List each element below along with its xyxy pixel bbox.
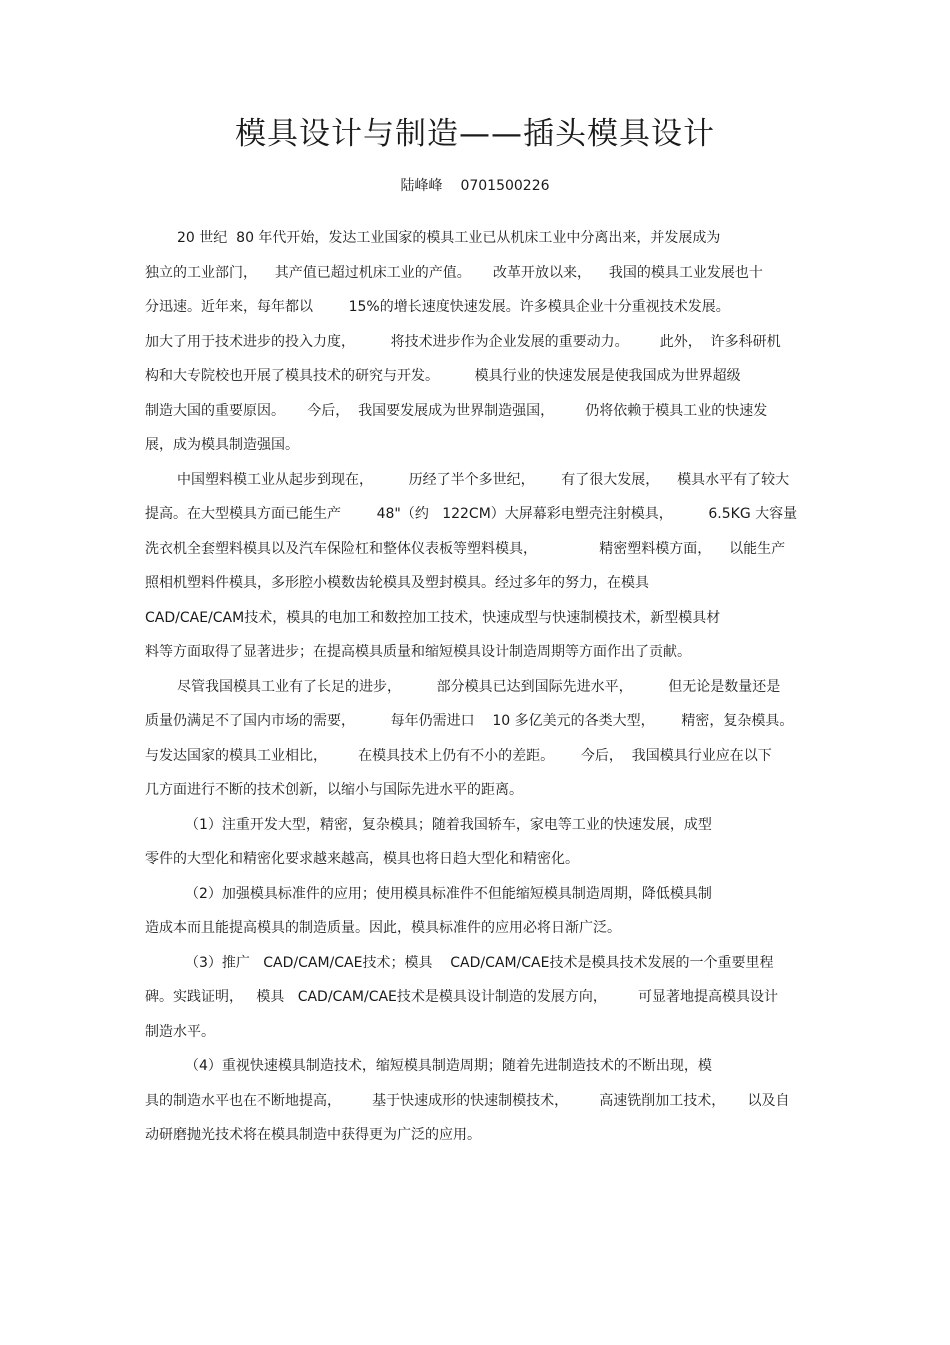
- text-line: 照相机塑料件模具，多形腔小模数齿轮模具及塑封模具。经过多年的努力，在模具: [145, 575, 649, 591]
- text-line: 20 世纪 80 年代开始，发达工业国家的模具工业已从机床工业中分离出来，并发展成为: [177, 230, 721, 246]
- text-line: （4）重视快速模具制造技术，缩短模具制造周期；随着先进制造技术的不断出现，模: [185, 1058, 712, 1074]
- text-line: 提高。在大型模具方面已能生产 48"（约 122CM）大屏幕彩电塑壳注射模具， 6.5KG 大容量: [145, 506, 798, 522]
- text-line: 具的制造水平也在不断地提高， 基于快速成形的快速制模技术， 高速铣削加工技术， 以及自: [145, 1092, 790, 1109]
- text-line: 洗衣机全套塑料模具以及汽车保险杠和整体仪表板等塑料模具， 精密塑料模方面， 以能生产: [145, 540, 786, 557]
- text-line: 碑。实践证明， 模具 CAD/CAM/CAE技术是模具设计制造的发展方向， 可显著地提高模具设计: [145, 989, 779, 1005]
- text-line: （2）加强模具标准件的应用；使用模具标准件不但能缩短模具制造周期，降低模具制: [185, 885, 712, 902]
- text-line: 质量仍满足不了国内市场的需要， 每年仍需进口 10 多亿美元的各类大型， 精密，复杂模具。: [145, 713, 794, 729]
- text-line: 造成本而且能提高模具的制造质量。因此，模具标准件的应用必将日渐广泛。: [145, 920, 621, 936]
- text-line: 加大了用于技术进步的投入力度， 将技术进步作为企业发展的重要动力。 此外， 许多科研机: [145, 333, 781, 350]
- text-line: 分迅速。近年来，每年都以 15%的增长速度快速发展。许多模具企业十分重视技术发展。: [145, 299, 730, 315]
- text-line: 与发达国家的模具工业相比， 在模具技术上仍有不小的差距。 今后， 我国模具行业应在以下: [145, 747, 772, 764]
- text-line: CAD/CAE/CAM技术，模具的电加工和数控加工技术，快速成型与快速制模技术，新型模具材: [145, 609, 721, 626]
- text-line: 制造水平。: [145, 1023, 215, 1040]
- text-line: 中国塑料模工业从起步到现在， 历经了半个多世纪， 有了很大发展， 模具水平有了较大: [177, 471, 790, 488]
- text-line: 独立的工业部门， 其产值已超过机床工业的产值。 改革开放以来， 我国的模具工业发展也十: [145, 264, 763, 281]
- student-id: 0701500226: [460, 178, 550, 194]
- document-title: 模具设计与制造——插头模具设计: [235, 116, 715, 152]
- text-line: 制造大国的重要原因。 今后， 我国要发展成为世界制造强国， 仍将依赖于模具工业的快速发: [145, 402, 768, 419]
- text-line: 几方面进行不断的技术创新，以缩小与国际先进水平的距离。: [145, 782, 523, 798]
- text-line: 零件的大型化和精密化要求越来越高，模具也将日趋大型化和精密化。: [145, 851, 579, 867]
- text-line: 尽管我国模具工业有了长足的进步， 部分模具已达到国际先进水平， 但无论是数量还是: [177, 678, 781, 695]
- text-line: 料等方面取得了显著进步；在提高模具质量和缩短模具设计制造周期等方面作出了贡献。: [145, 644, 691, 660]
- text-line: 展，成为模具制造强国。: [145, 437, 299, 453]
- author-name: 陆峰峰: [400, 178, 443, 194]
- text-line: 构和大专院校也开展了模具技术的研究与开发。 模具行业的快速发展是使我国成为世界超级: [145, 368, 741, 384]
- text-line: （1）注重开发大型，精密，复杂模具；随着我国轿车，家电等工业的快速发展，成型: [185, 816, 712, 833]
- author-line: [0, 174, 950, 198]
- text-line: 动研磨抛光技术将在模具制造中获得更为广泛的应用。: [145, 1127, 481, 1143]
- document-body: [145, 221, 805, 1153]
- text-line: （3）推广 CAD/CAM/CAE技术；模具 CAD/CAM/CAE技术是模具技术发展的一个重要里程: [185, 954, 774, 971]
